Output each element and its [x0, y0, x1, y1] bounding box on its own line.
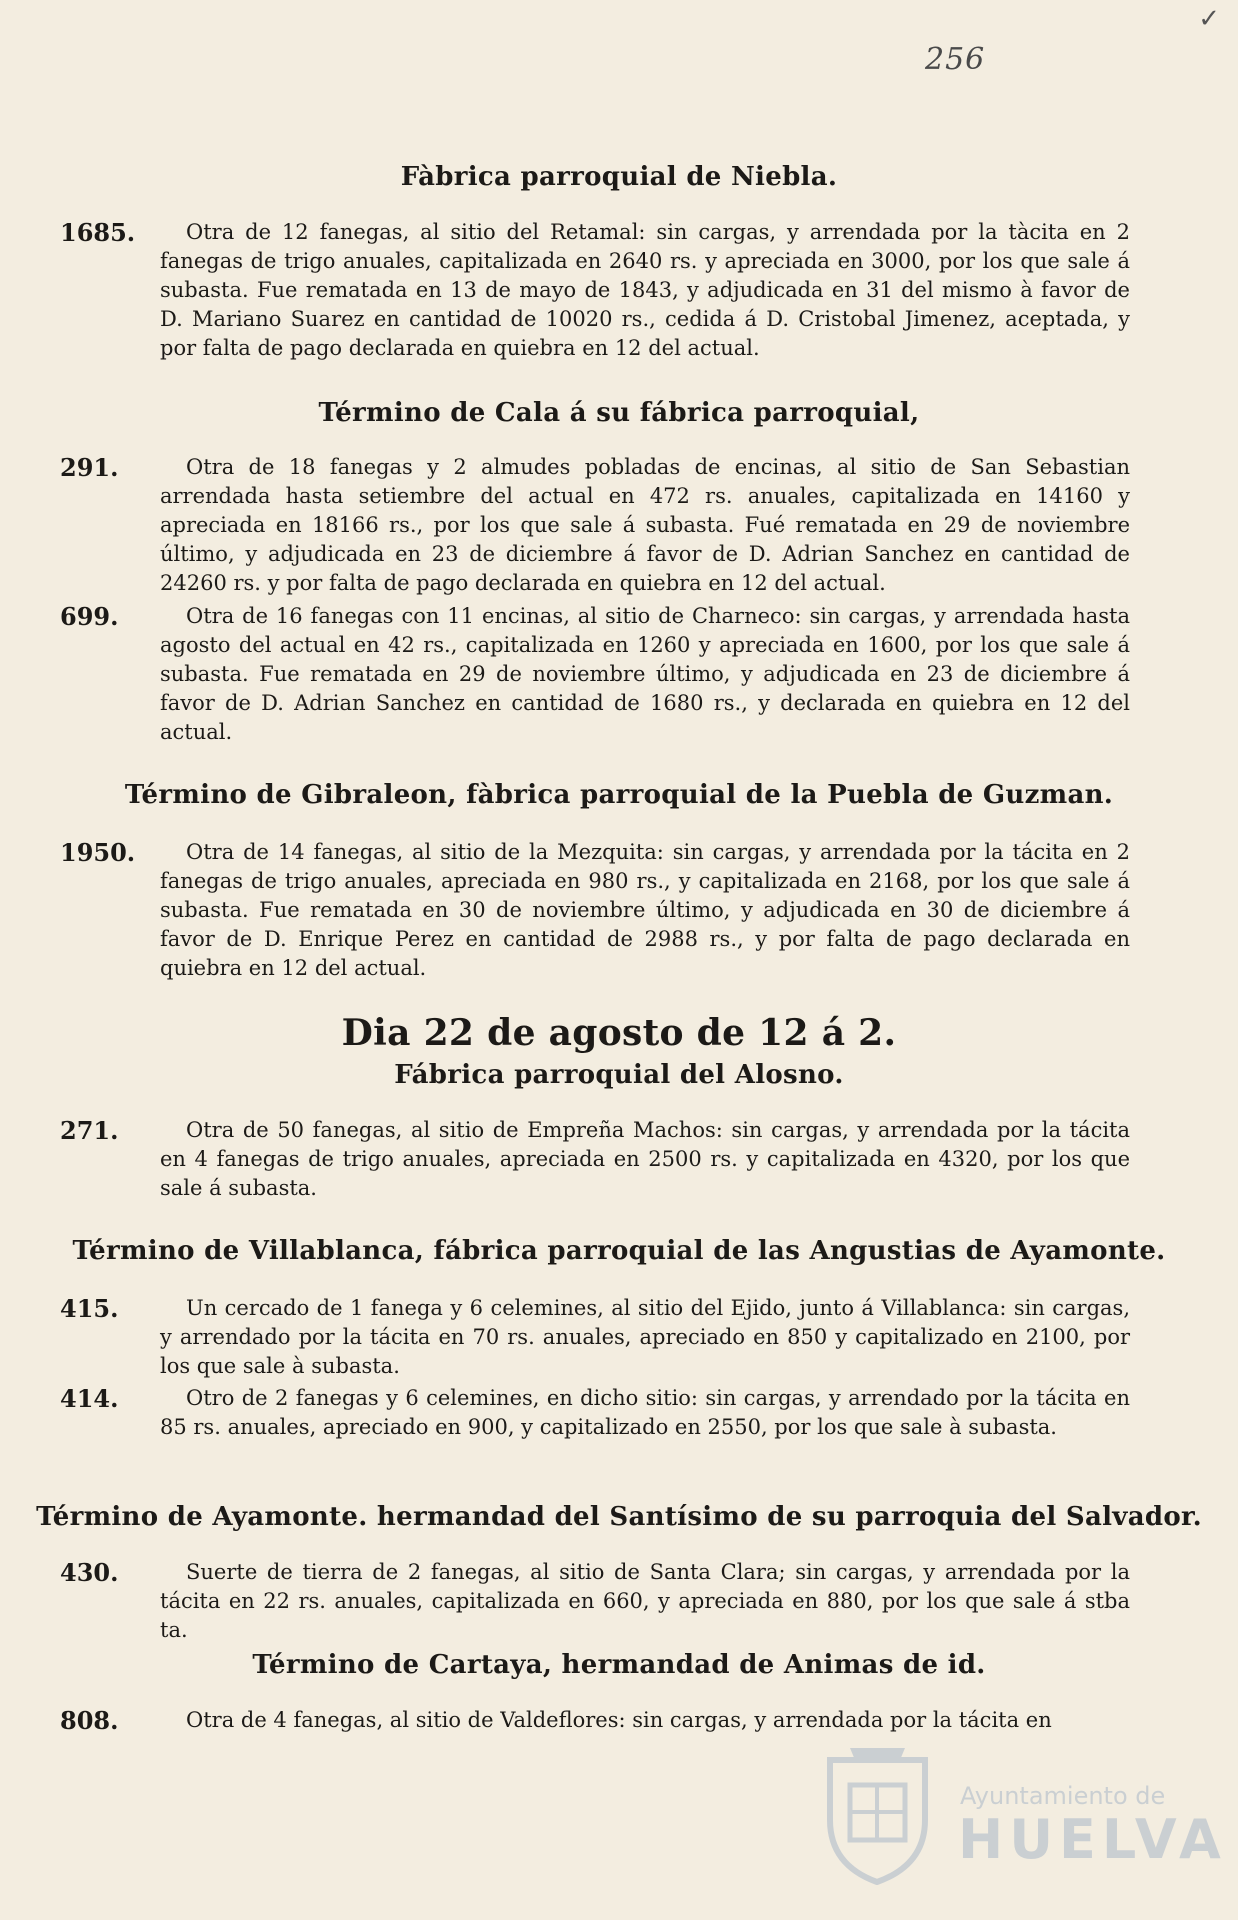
section-heading-alosno: Fábrica parroquial del Alosno. — [394, 1060, 844, 1090]
section-heading-villablanca: Término de Villablanca, fábrica parroquial de las Angustias de Ayamonte. — [72, 1236, 1166, 1266]
watermark-title: HUELVA — [958, 1808, 1227, 1871]
entry-text: Otra de 50 fanegas, al sitio de Empreña Machos: sin cargas, y arrendada por la tácita en 4 fanegas de trigo anuales, apreciada en 2500 rs. y capitalizada en 4320, por los que sale á subasta. — [160, 1118, 1130, 1200]
entry-number: 699. — [60, 602, 119, 631]
entry-number: 1685. — [60, 218, 136, 247]
coat-of-arms-icon — [820, 1740, 935, 1885]
handwritten-page-number: 256 — [925, 42, 986, 77]
entry-text: Suerte de tierra de 2 fanegas, al sitio de Santa Clara; sin cargas, y arrendada por la tácita en 22 rs. anuales, capitalizada en 660, y apreciada en 880, por los que sale á stba ta. — [160, 1560, 1130, 1642]
entry-699 — [60, 602, 1130, 747]
section-heading-ayamonte: Término de Ayamonte. hermandad del Santísimo de su parroquia del Salvador. — [36, 1502, 1202, 1532]
corner-check-mark: ✓ — [1198, 4, 1220, 34]
section-heading-cala: Término de Cala á su fábrica parroquial, — [318, 398, 920, 428]
entry-number: 271. — [60, 1116, 119, 1145]
entry-414 — [60, 1384, 1130, 1442]
entry-text: Otra de 18 fanegas y 2 almudes pobladas de encinas, al sitio de San Sebastian arrendada hasta setiembre del actual en 472 rs. anuales, capitalizada en 14160 y apreciada en 18166 rs., por los que sale á subasta. Fué rematada en 29 de noviembre último, y adjudicada en 23 de diciembre á favor de D. Adrian Sanchez en cantidad de 24260 rs. y por falta de pago declarada en quiebra en 12 del actual. — [160, 455, 1130, 595]
entry-number: 414. — [60, 1384, 119, 1413]
entry-430 — [60, 1558, 1130, 1645]
watermark-subtitle: Ayuntamiento de — [960, 1782, 1166, 1810]
entry-271 — [60, 1116, 1130, 1203]
entry-text: Otro de 2 fanegas y 6 celemines, en dicho sitio: sin cargas, y arrendado por la tácita en 85 rs. anuales, apreciado en 900, y capitalizado en 2550, por los que sale à subasta. — [160, 1386, 1130, 1439]
entry-text: Otra de 14 fanegas, al sitio de la Mezquita: sin cargas, y arrendada por la tácita en 2 fanegas de trigo anuales, apreciada en 980 rs., y capitalizada en 2168, por los que sale á subasta. Fue rematada en 30 de noviembre último, y adjudicada en 30 de diciembre á favor de D. Enrique Perez en cantidad de 2988 rs., y por falta de pago declarada en quiebra en 12 del actual. — [160, 840, 1130, 980]
entry-text: Otra de 16 fanegas con 11 encinas, al sitio de Charneco: sin cargas, y arrendada hasta agosto del actual en 42 rs., capitalizada en 1260 y apreciada en 1600, por los que sale á subasta. Fue rematada en 29 de noviembre último, y adjudicada en 23 de diciembre á favor de D. Adrian Sanchez en cantidad de 1680 rs., y declarada en quiebra en 12 del actual. — [160, 604, 1130, 744]
entry-808 — [60, 1706, 1130, 1735]
entry-number: 415. — [60, 1294, 119, 1323]
day-heading: Dia 22 de agosto de 12 á 2. — [341, 1012, 897, 1054]
entry-291 — [60, 453, 1130, 598]
entry-text: Un cercado de 1 fanega y 6 celemines, al sitio del Ejido, junto á Villablanca: sin cargas, y arrendado por la tácita en 70 rs. anuales, apreciado en 850 y capitalizado en 2100, por los que sale à subasta. — [160, 1296, 1130, 1378]
entry-number: 1950. — [60, 838, 136, 867]
entry-number: 808. — [60, 1706, 119, 1735]
section-heading-niebla: Fàbrica parroquial de Niebla. — [400, 162, 838, 192]
entry-1950 — [60, 838, 1130, 983]
ayuntamiento-huelva-watermark — [820, 1740, 1227, 1890]
section-heading-cartaya: Término de Cartaya, hermandad de Animas de id. — [252, 1650, 986, 1680]
entry-1685 — [60, 218, 1130, 363]
section-heading-gibraleon: Término de Gibraleon, fàbrica parroquial de la Puebla de Guzman. — [124, 780, 1114, 810]
entry-number: 291. — [60, 453, 119, 482]
entry-text: Otra de 12 fanegas, al sitio del Retamal: sin cargas, y arrendada por la tàcita en 2 fanegas de trigo anuales, capitalizada en 2640 rs. y apreciada en 3000, por los que sale á subasta. Fue rematada en 13 de mayo de 1843, y adjudicada en 31 del mismo à favor de D. Mariano Suarez en cantidad de 10020 rs., cedida á D. Cristobal Jimenez, aceptada, y por falta de pago declarada en quiebra en 12 del actual. — [160, 220, 1130, 360]
entry-text: Otra de 4 fanegas, al sitio de Valdeflores: sin cargas, y arrendada por la tácita en — [186, 1708, 1052, 1732]
entry-415 — [60, 1294, 1130, 1381]
entry-number: 430. — [60, 1558, 119, 1587]
